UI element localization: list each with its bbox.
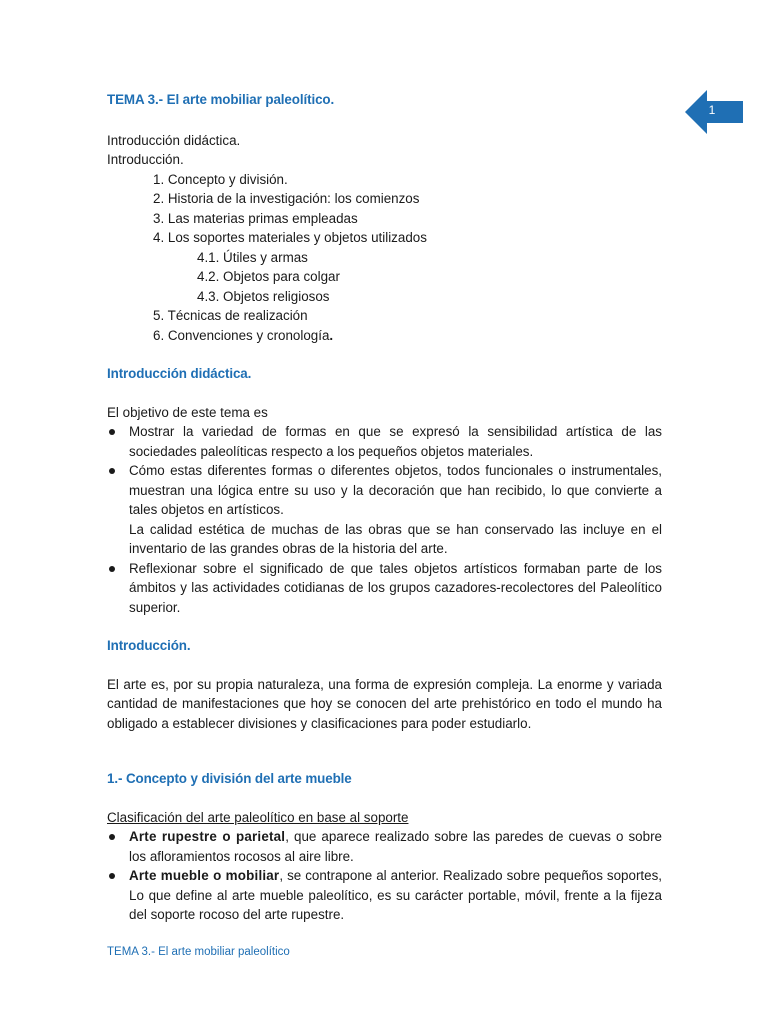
list-item — [107, 827, 662, 866]
list-item-term: Arte mueble o mobiliar — [129, 868, 280, 883]
didactic-bullet-list — [107, 422, 662, 617]
toc-subitem: 4.3. Objetos religiosos — [197, 288, 330, 304]
list-item — [107, 866, 662, 925]
list-item: Mostrar la variedad de formas en que se expresó la sensibilidad artística de las sociedades paleolíticas respecto a los pequeños objetos materiales. — [107, 422, 662, 461]
toc-subitem: 4.1. Útiles y armas — [197, 249, 308, 265]
table-of-contents — [107, 131, 662, 346]
list-item-text: Cómo estas diferentes formas o diferentes objetos, todos funcionales o instrumentales, muestran una lógica entre su uso y la decoración que han recibido, lo que convierte a tales objetos en artísticos. — [129, 463, 662, 517]
section1-heading: 1.- Concepto y división del arte mueble — [107, 771, 352, 786]
toc-item: 2. Historia de la investigación: los comienzos — [153, 191, 420, 206]
toc-item: 4. Los soportes materiales y objetos utilizados — [153, 230, 427, 245]
page-footer: TEMA 3.- El arte mobiliar paleolítico — [107, 946, 290, 958]
toc-item: Introducción. — [107, 152, 184, 167]
toc-period: . — [329, 327, 334, 343]
list-item — [107, 461, 662, 559]
list-item-extra: La calidad estética de muchas de las obras que se han conservado las incluye en el inventario de las grandes obras de la historia del arte. — [129, 521, 662, 556]
intro-paragraph: El arte es, por su propia naturaleza, una forma de expresión compleja. La enorme y variada cantidad de manifestaciones que hoy se conocen del arte prehistórico en todo el mundo ha obligado a establecer divisiones y clasificaciones para poder estudiarlo. — [107, 676, 662, 731]
page-number: 1 — [708, 103, 716, 117]
toc-item-text: 6. Convenciones y cronología — [153, 327, 330, 343]
toc-item: 5. Técnicas de realización — [153, 308, 308, 323]
toc-item: Introducción didáctica. — [107, 132, 241, 148]
toc-item — [107, 326, 662, 346]
didactic-lead: El objetivo de este tema es — [107, 404, 268, 420]
section1-subheading: Clasificación del arte paleolítico en base al soporte — [107, 809, 409, 825]
document-title: TEMA 3.- El arte mobiliar paleolítico. — [107, 92, 335, 107]
list-item-text: , se contrapone al anterior. Realizado sobre pequeños soportes, Lo que define al arte mueble paleolítico, es su carácter portable, móvil, frente a la fijeza del soporte rocoso del arte rupestre. — [129, 868, 662, 922]
page-number-badge — [685, 90, 745, 134]
document-body — [107, 90, 662, 925]
section1-bullet-list — [107, 827, 662, 925]
toc-item: 1. Concepto y división. — [153, 171, 288, 187]
list-item: Reflexionar sobre el significado de que tales objetos artísticos formaban parte de los ámbitos y las actividades cotidianas de los grupos cazadores-recolectores del Paleolítico superior. — [107, 559, 662, 618]
intro-heading: Introducción. — [107, 638, 191, 653]
toc-subitem: 4.2. Objetos para colgar — [197, 269, 340, 284]
toc-item: 3. Las materias primas empleadas — [153, 210, 358, 226]
list-item-text: , que aparece realizado sobre las paredes de cuevas o sobre los afloramientos rocosos al aire libre. — [129, 829, 662, 864]
list-item-term: Arte rupestre o parietal — [129, 829, 286, 844]
didactic-heading: Introducción didáctica. — [107, 366, 252, 381]
